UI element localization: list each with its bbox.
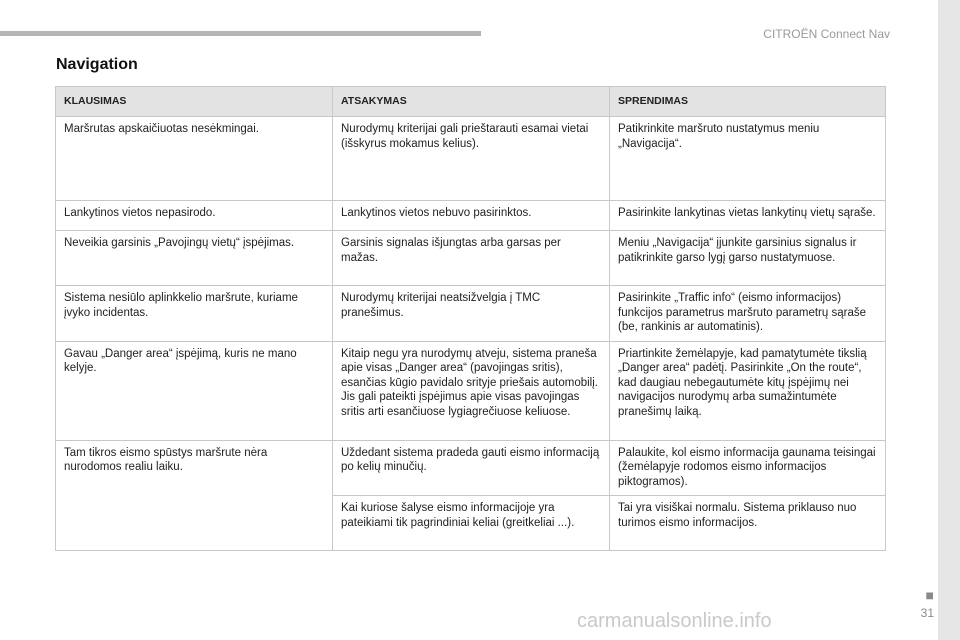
watermark: carmanualsonline.info <box>577 610 772 632</box>
solution-cell: Priartinkite žemėlapyje, kad pamatytumėte tikslią „Danger area“ padėtį. Pasirinkite „On the route“, kad daugiau nebegautumėte kitų įspėjimų nei navigacijos nurodymų arba sumažintumėte pranešimų laiką. <box>610 341 886 440</box>
solution-cell: Tai yra visiškai normalu. Sistema priklauso nuo turimos eismo informacijos. <box>610 496 886 551</box>
table-row <box>56 231 886 286</box>
answer-cell: Nurodymų kriterijai neatsižvelgia į TMC pranešimus. <box>333 286 610 342</box>
answer-cell: Kitaip negu yra nurodymų atveju, sistema praneša apie visas „Danger area“ (pavojingas sritis), esančias kūgio pavidalo srityje priešais automobilį. Jis gali pateikti įspėjimus apie visas pavojingas sritis arti esančiuose lygiagrečiuose keliuose. <box>333 341 610 440</box>
question-cell: Tam tikros eismo spūstys maršrute nėra nurodomos realiu laiku. <box>56 440 333 551</box>
page-marker-icon: ■ <box>925 587 934 603</box>
answer-cell: Kai kuriose šalyse eismo informacijoje yra pateikiami tik pagrindiniai keliai (greitkeliai ...). <box>333 496 610 551</box>
question-cell: Maršrutas apskaičiuotas nesėkmingai. <box>56 117 333 201</box>
page-title: Navigation <box>56 56 138 73</box>
table-header-row <box>56 87 886 117</box>
header-rule <box>0 31 481 36</box>
question-cell: Gavau „Danger area“ įspėjimą, kuris ne mano kelyje. <box>56 341 333 440</box>
faq-table <box>55 86 886 551</box>
column-header-answer: ATSAKYMAS <box>333 87 610 117</box>
question-cell: Neveikia garsinis „Pavojingų vietų“ įspėjimas. <box>56 231 333 286</box>
answer-cell: Nurodymų kriterijai gali prieštarauti esamai vietai (išskyrus mokamus kelius). <box>333 117 610 201</box>
table-row <box>56 201 886 231</box>
question-cell: Lankytinos vietos nepasirodo. <box>56 201 333 231</box>
question-cell: Sistema nesiūlo aplinkkelio maršrute, kuriame įvyko incidentas. <box>56 286 333 342</box>
solution-cell: Pasirinkite lankytinas vietas lankytinų vietų sąraše. <box>610 201 886 231</box>
page-number: 31 <box>920 606 934 620</box>
solution-cell: Patikrinkite maršruto nustatymus meniu „Navigacija“. <box>610 117 886 201</box>
brand-header: CITROËN Connect Nav <box>763 27 890 41</box>
solution-cell: Palaukite, kol eismo informacija gaunama teisingai (žemėlapyje rodomos eismo informacijos piktogramos). <box>610 440 886 496</box>
solution-cell: Meniu „Navigacija“ įjunkite garsinius signalus ir patikrinkite garso lygį garso nustatymuose. <box>610 231 886 286</box>
answer-cell: Uždedant sistema pradeda gauti eismo informaciją po kelių minučių. <box>333 440 610 496</box>
answer-cell: Lankytinos vietos nebuvo pasirinktos. <box>333 201 610 231</box>
table-row <box>56 341 886 440</box>
column-header-solution: SPRENDIMAS <box>610 87 886 117</box>
answer-cell: Garsinis signalas išjungtas arba garsas per mažas. <box>333 231 610 286</box>
column-header-question: KLAUSIMAS <box>56 87 333 117</box>
table-row <box>56 286 886 342</box>
page-edge-bar <box>938 0 960 640</box>
table-row <box>56 440 886 496</box>
table-row <box>56 117 886 201</box>
solution-cell: Pasirinkite „Traffic info“ (eismo informacijos) funkcijos parametrus maršruto parametrų sąraše (be, rankinis ar automatinis). <box>610 286 886 342</box>
